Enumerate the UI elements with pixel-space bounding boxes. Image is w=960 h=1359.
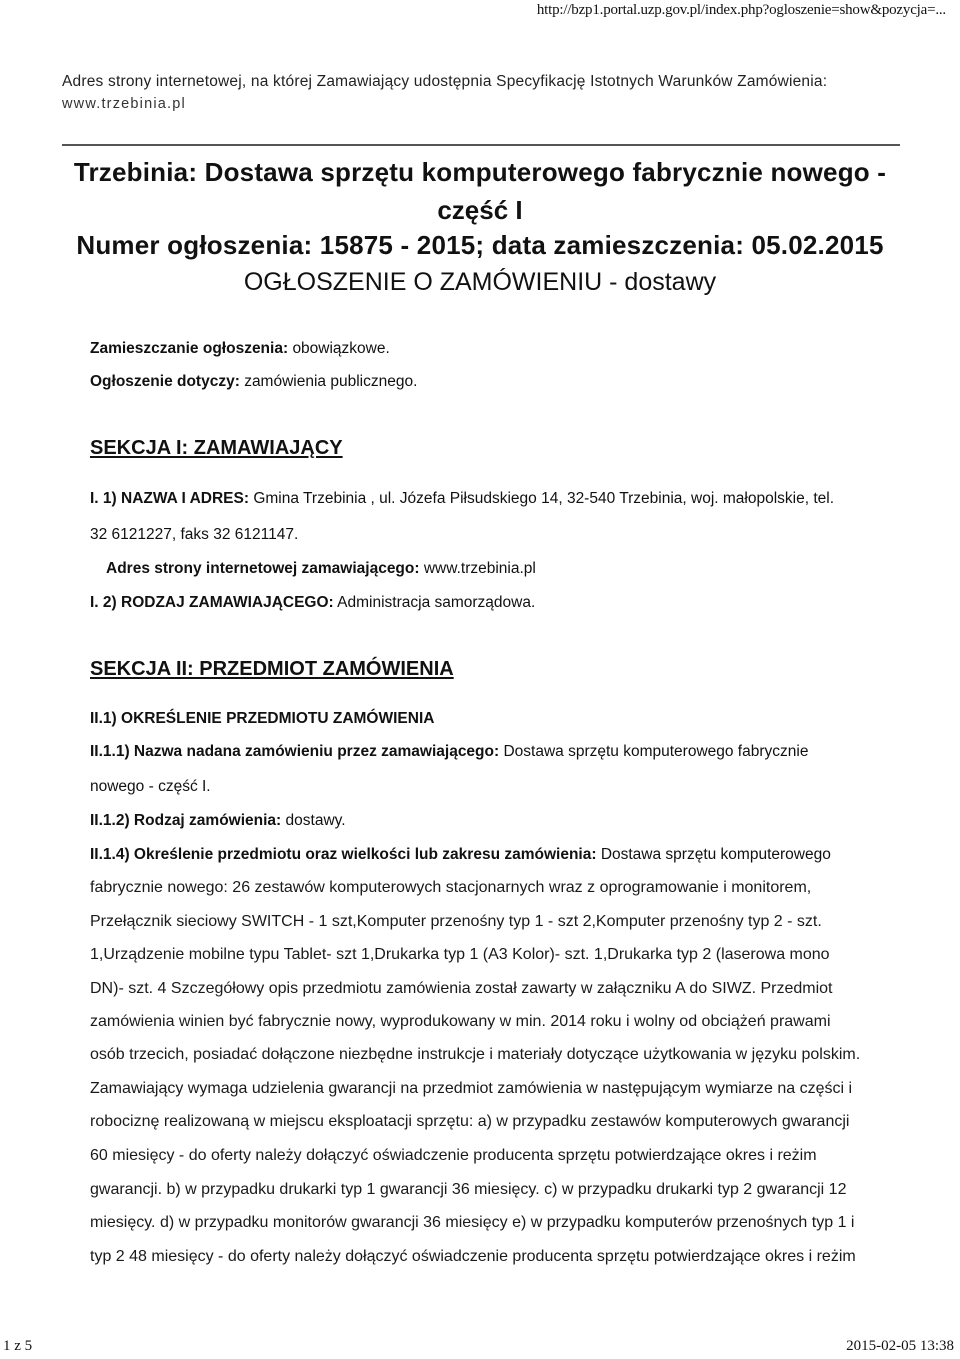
scope-line: osób trzecich, posiadać dołączone niezbędne instrukcje i materiały dotyczące użytkowania w języku polskim. [90,1046,861,1063]
notice-title-line-1: Trzebinia: Dostawa sprzętu komputerowego fabrycznie nowego - [73,157,887,187]
horizontal-rule [62,144,900,146]
obligatory-label: Zamieszczanie ogłoszenia: [90,340,289,357]
scope-line: 1,Urządzenie mobilne typu Tablet- szt 1,Drukarka typ 1 (A3 Kolor)- szt. 1,Drukarka typ 2 (laserowa mono [90,946,830,963]
obligatory-value: obowiązkowe. [292,340,390,357]
scope-line: 60 miesięcy - do oferty należy dołączyć oświadczenie producenta sprzętu potwierdzające okres i reżim [90,1147,817,1164]
notice-number-date: Numer ogłoszenia: 15875 - 2015; data zamieszczenia: 05.02.2015 [76,230,884,260]
order-name-continued: nowego - część I. [90,778,211,795]
order-type-value: dostawy. [285,812,346,829]
notice-title-line-2: część I [437,195,523,225]
website-row [106,560,536,578]
scope-line: gwarancji. b) w przypadku drukarki typ 1 gwarancji 36 miesięcy. c) w przypadku drukarki typ 2 gwarancji 12 [90,1181,847,1198]
scope-line: robociznę realizowaną w miejscu eksploatacji sprzętu: a) w przypadku zestawów komputerowych gwarancji [90,1113,850,1130]
page-counter: 1 z 5 [3,1338,33,1354]
scope-line: fabrycznie nowego: 26 zestawów komputerowych stacjonarnych wraz z oprogramowanie i monitorem, [90,879,812,896]
section-2-heading: SEKCJA II: PRZEDMIOT ZAMÓWIENIA [90,658,454,680]
concerns-row [90,373,417,391]
scope-line: zamówienia winien być fabrycznie nowy, wyprodukowany w min. 2014 roku i wolny od obciążeń prawami [90,1013,831,1030]
notice-type: OGŁOSZENIE O ZAMÓWIENIU - dostawy [243,268,717,296]
concerns-label: Ogłoszenie dotyczy: [90,373,240,390]
contracting-type-row [90,594,535,612]
scope-line: Przełącznik sieciowy SWITCH - 1 szt,Komputer przenośny typ 1 - szt 2,Komputer przenośny typ 2 - szt. [90,913,822,930]
order-scope-row [90,846,831,864]
siwz-address-label: Adres strony internetowej, na której Zamawiający udostępnia Specyfikację Istotnych Warunków Zamówienia: [62,73,828,90]
contracting-type-label: I. 2) RODZAJ ZAMAWIAJĄCEGO: [90,594,334,611]
page-url: http://bzp1.portal.uzp.gov.pl/index.php?ogloszenie=show&pozycja=... [536,2,946,18]
name-address-value: Gmina Trzebinia , ul. Józefa Piłsudskiego 14, 32-540 Trzebinia, woj. małopolskie, tel. [253,490,835,507]
name-address-continued: 32 6121227, faks 32 6121147. [90,526,299,543]
order-type-label: II.1.2) Rodzaj zamówienia: [90,812,282,829]
order-name-row [90,743,808,761]
obligatory-row [90,340,390,358]
scope-line: miesięcy. d) w przypadku monitorów gwarancji 36 miesięcy e) w przypadku komputerów przenośnych typ 1 i [90,1214,855,1231]
print-timestamp: 2015-02-05 13:38 [846,1338,954,1354]
order-scope-label: II.1.4) Określenie przedmiotu oraz wielkości lub zakresu zamówienia: [90,846,597,863]
scope-line: typ 2 48 miesięcy - do oferty należy dołączyć oświadczenie producenta sprzętu potwierdzające okres i reżim [90,1248,856,1265]
website-label: Adres strony internetowej zamawiającego: [106,560,420,577]
contracting-type-value: Administracja samorządowa. [337,594,536,611]
subject-definition-heading: II.1) OKREŚLENIE PRZEDMIOTU ZAMÓWIENIA [90,710,435,727]
section-1-heading: SEKCJA I: ZAMAWIAJĄCY [90,437,343,459]
name-address-label: I. 1) NAZWA I ADRES: [90,490,250,507]
concerns-value: zamówienia publicznego. [244,373,418,390]
order-type-row [90,812,346,830]
siwz-address-link[interactable]: www.trzebinia.pl [62,96,186,112]
order-name-label: II.1.1) Nazwa nadana zamówieniu przez zamawiającego: [90,743,500,760]
scope-line: DN)- szt. 4 Szczegółowy opis przedmiotu zamówienia został zawarty w załączniku A do SIWZ. Przedmiot [90,980,833,997]
order-scope-value: Dostawa sprzętu komputerowego [600,846,831,863]
name-address-row [90,490,834,508]
order-name-value: Dostawa sprzętu komputerowego fabrycznie [503,743,809,760]
website-link[interactable]: www.trzebinia.pl [423,560,536,577]
scope-line: Zamawiający wymaga udzielenia gwarancji na przedmiot zamówienia w następującym wymiarze na części i [90,1080,853,1097]
